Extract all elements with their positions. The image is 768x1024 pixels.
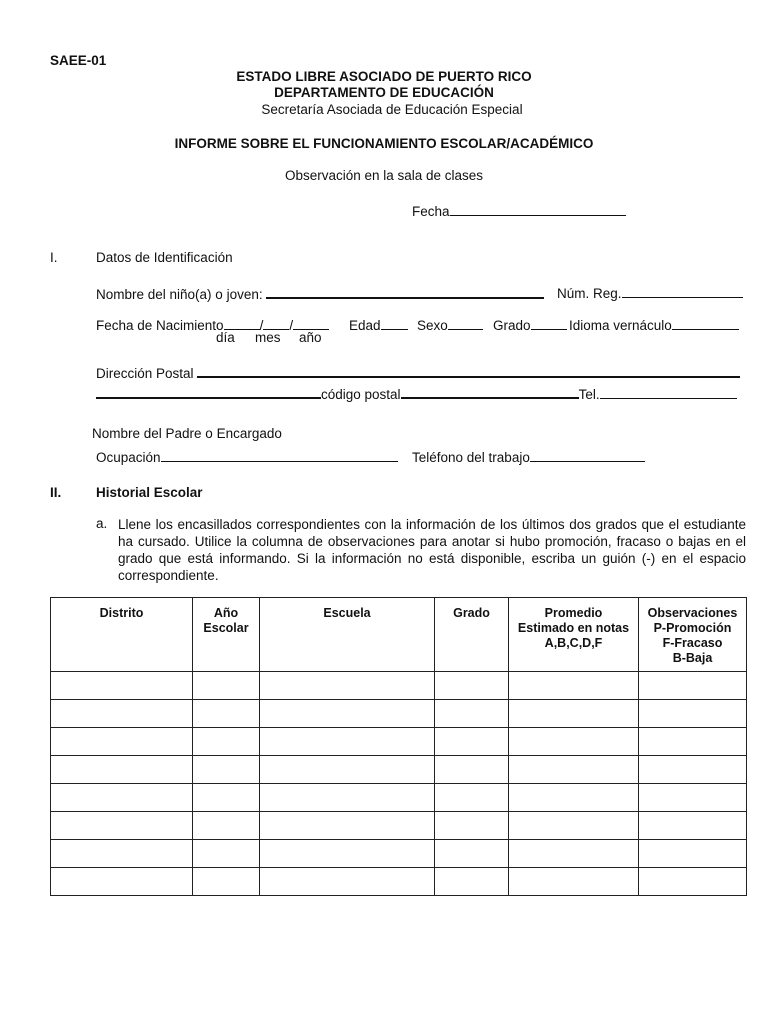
direccion-label: Dirección Postal [96, 366, 194, 381]
table-cell-distrito[interactable] [51, 756, 193, 784]
edad-label: Edad [349, 318, 381, 333]
nombre-field[interactable] [96, 283, 544, 302]
dia-line[interactable] [224, 315, 260, 330]
ocupacion-field[interactable] [96, 447, 398, 465]
slash-1: / [259, 318, 264, 333]
codigo-postal-line[interactable] [401, 383, 579, 399]
table-cell-observaciones[interactable] [639, 672, 747, 700]
column-header-line: Grado [453, 606, 490, 620]
table-row [51, 784, 747, 812]
table-cell-observaciones[interactable] [639, 812, 747, 840]
grado-field[interactable] [493, 315, 567, 333]
table-cell-promedio[interactable] [509, 700, 639, 728]
table-cell-grado[interactable] [435, 784, 509, 812]
mes-line[interactable] [263, 315, 289, 330]
telefono-trabajo-field[interactable] [412, 447, 645, 465]
table-cell-escuela[interactable] [260, 728, 435, 756]
column-header-line: P-Promoción [653, 621, 732, 635]
table-cell-promedio[interactable] [509, 812, 639, 840]
slash-2: / [289, 318, 294, 333]
table-cell-ano-escolar[interactable] [193, 700, 260, 728]
section-1-title: Datos de Identificación [96, 250, 233, 265]
edad-field[interactable] [349, 315, 408, 333]
column-header-line: Estimado en notas [517, 621, 630, 635]
column-header-distrito [51, 598, 193, 672]
tel-line[interactable] [600, 384, 737, 399]
table-cell-observaciones[interactable] [639, 728, 747, 756]
table-row [51, 728, 747, 756]
nombre-line[interactable] [266, 283, 544, 299]
column-header-line: B-Baja [672, 651, 713, 665]
table-cell-observaciones[interactable] [639, 700, 747, 728]
item-a-marker: a. [96, 516, 108, 531]
column-header-observaciones [639, 598, 747, 672]
column-header-grado [435, 598, 509, 672]
table-cell-distrito[interactable] [51, 700, 193, 728]
column-header-line: A,B,C,D,F [544, 636, 603, 650]
direccion-line-2[interactable] [96, 383, 321, 399]
form-subtitle: Observación en la sala de clases [284, 168, 484, 183]
table-cell-escuela[interactable] [260, 784, 435, 812]
nombre-label: Nombre del niño(a) o joven: [96, 287, 263, 302]
table-cell-escuela[interactable] [260, 840, 435, 868]
table-cell-observaciones[interactable] [639, 868, 747, 896]
table-cell-observaciones[interactable] [639, 840, 747, 868]
fecha-nacimiento-row [96, 315, 329, 333]
item-a-instructions: Llene los encasillados correspondientes con la información de los últimos dos grados que el estudiante ha cursado. Utilice la columna de observaciones para anotar si hubo promoción, fracaso o bajas en el grado que está informando. Si la información no está disponible, escriba un guión (-) en el espacio correspondiente. [118, 517, 746, 583]
table-cell-escuela[interactable] [260, 700, 435, 728]
table-cell-distrito[interactable] [51, 868, 193, 896]
section-2-title: Historial Escolar [96, 485, 203, 500]
idioma-label: Idioma vernáculo [569, 318, 672, 333]
table-cell-grado[interactable] [435, 868, 509, 896]
column-header-line: Escuela [323, 606, 371, 620]
section-2-number: II. [50, 485, 62, 500]
table-cell-ano-escolar[interactable] [193, 756, 260, 784]
table-row [51, 672, 747, 700]
table-row [51, 756, 747, 784]
dia-caption: día [216, 330, 235, 345]
column-header-line: F-Fracaso [662, 636, 723, 650]
num-reg-field[interactable] [557, 283, 743, 301]
section-1-number: I. [50, 250, 58, 265]
column-header-line: Promedio [544, 606, 603, 620]
column-header-line: Año [213, 606, 239, 620]
historial-table [50, 597, 747, 896]
form-code: SAEE-01 [50, 53, 107, 68]
table-cell-distrito[interactable] [51, 672, 193, 700]
table-cell-promedio[interactable] [509, 672, 639, 700]
table-cell-ano-escolar[interactable] [193, 784, 260, 812]
table-cell-grado[interactable] [435, 672, 509, 700]
sexo-line[interactable] [448, 315, 483, 330]
table-cell-grado[interactable] [435, 840, 509, 868]
column-header-line: Distrito [99, 606, 144, 620]
column-header-escuela [260, 598, 435, 672]
tel-label: Tel. [578, 387, 600, 402]
header-line-3: Secretaría Asociada de Educación Especial [261, 102, 523, 117]
num-reg-line[interactable] [622, 283, 743, 298]
mes-caption: mes [255, 330, 281, 345]
column-header-ano-escolar [193, 598, 260, 672]
telefono-trabajo-label: Teléfono del trabajo [412, 450, 530, 465]
padre-label: Nombre del Padre o Encargado [92, 426, 282, 441]
table-cell-escuela[interactable] [260, 812, 435, 840]
codigo-postal-label: código postal [321, 387, 401, 402]
header-line-1: ESTADO LIBRE ASOCIADO DE PUERTO RICO [236, 69, 532, 84]
fecha-field[interactable] [412, 201, 626, 219]
table-cell-promedio[interactable] [509, 840, 639, 868]
sexo-label: Sexo [417, 318, 448, 333]
form-title: INFORME SOBRE EL FUNCIONAMIENTO ESCOLAR/ACADÉMICO [174, 136, 594, 151]
grado-line[interactable] [531, 315, 567, 330]
ano-caption: año [299, 330, 322, 345]
table-row [51, 868, 747, 896]
ano-line[interactable] [293, 315, 329, 330]
table-cell-observaciones[interactable] [639, 784, 747, 812]
table-cell-grado[interactable] [435, 756, 509, 784]
table-row [51, 840, 747, 868]
table-row [51, 812, 747, 840]
table-cell-promedio[interactable] [509, 784, 639, 812]
fecha-label: Fecha [412, 204, 450, 219]
table-cell-escuela[interactable] [260, 756, 435, 784]
idioma-line[interactable] [672, 315, 739, 330]
table-cell-observaciones[interactable] [639, 756, 747, 784]
num-reg-label: Núm. Reg. [557, 286, 622, 301]
table-row [51, 700, 747, 728]
sexo-field[interactable] [417, 315, 483, 333]
table-cell-distrito[interactable] [51, 728, 193, 756]
direccion-line-2-row [96, 383, 737, 402]
fecha-line[interactable] [450, 201, 626, 216]
idioma-field[interactable] [569, 315, 739, 333]
table-cell-distrito[interactable] [51, 784, 193, 812]
table-cell-promedio[interactable] [509, 868, 639, 896]
grado-label: Grado [493, 318, 531, 333]
table-cell-ano-escolar[interactable] [193, 728, 260, 756]
table-cell-promedio[interactable] [509, 728, 639, 756]
table-cell-grado[interactable] [435, 812, 509, 840]
table-cell-grado[interactable] [435, 728, 509, 756]
header-line-2: DEPARTAMENTO DE EDUCACIÓN [274, 85, 494, 100]
fecha-nacimiento-label: Fecha de Nacimiento [96, 318, 224, 333]
column-header-line: Observaciones [647, 606, 738, 620]
table-cell-ano-escolar[interactable] [193, 672, 260, 700]
table-cell-escuela[interactable] [260, 868, 435, 896]
direccion-field[interactable] [96, 362, 740, 381]
table-cell-ano-escolar[interactable] [193, 812, 260, 840]
edad-line[interactable] [381, 315, 408, 330]
table-cell-distrito[interactable] [51, 812, 193, 840]
telefono-trabajo-line[interactable] [530, 447, 645, 462]
column-header-line: Escolar [203, 621, 249, 635]
ocupacion-label: Ocupación [96, 450, 161, 465]
direccion-line-1[interactable] [197, 362, 740, 378]
column-header-promedio [509, 598, 639, 672]
table-cell-escuela[interactable] [260, 672, 435, 700]
table-cell-promedio[interactable] [509, 756, 639, 784]
table-cell-grado[interactable] [435, 700, 509, 728]
table-cell-ano-escolar[interactable] [193, 868, 260, 896]
table-cell-ano-escolar[interactable] [193, 840, 260, 868]
table-header-row [51, 598, 747, 672]
ocupacion-line[interactable] [161, 447, 398, 462]
table-cell-distrito[interactable] [51, 840, 193, 868]
